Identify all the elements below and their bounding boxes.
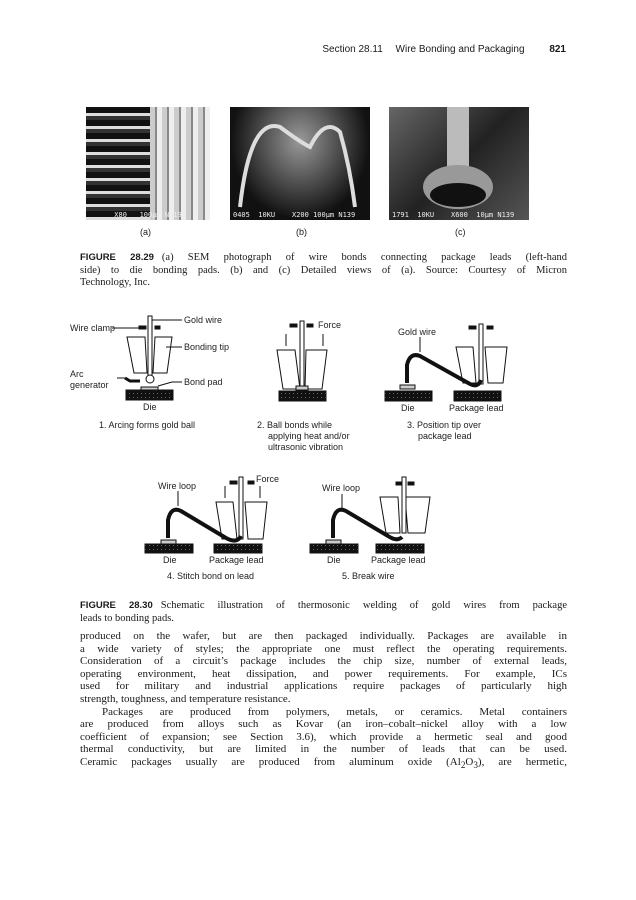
label-package-lead: Package lead <box>209 555 264 565</box>
text-part: ), are hermetic, <box>477 755 567 768</box>
label-arc: Arc <box>70 369 84 379</box>
body-text <box>80 630 567 772</box>
caption-line: Schematic illustration of thermosonic welding of gold wires from package <box>160 600 567 611</box>
label-wire-loop: Wire loop <box>158 481 197 491</box>
label-die: Die <box>163 555 177 565</box>
step-caption-2: applying heat and/or <box>268 431 350 441</box>
subscript: 2 <box>460 760 466 771</box>
text-part: O <box>465 755 474 768</box>
step-caption-2: ultrasonic vibration <box>268 442 344 452</box>
text-line: thermal conductivity, but are limited in the number of leads that can be used. <box>80 743 567 756</box>
label-bond-pad: Bond pad <box>184 377 223 387</box>
panel-2-ball-bond <box>277 321 327 401</box>
label-die: Die <box>143 402 157 412</box>
step-caption-3: 3. Position tip over <box>407 420 482 430</box>
step-caption-5: 5. Break wire <box>342 571 395 581</box>
label-force: Force <box>256 474 280 484</box>
figure-caption-28-30 <box>80 600 567 625</box>
label-package-lead: Package lead <box>371 555 426 565</box>
sem-readout: 1791 10KU X600 10µm N139 <box>392 211 515 219</box>
text-line: operating environment, heat dissipation, and power requirements. For example, ICs <box>80 667 567 680</box>
label-wire-clamp: Wire clamp <box>70 323 116 333</box>
page-number: 821 <box>549 44 566 55</box>
text-line: coefficient of expansion; see Section 3.6), which provide a hermetic seal and good <box>80 730 567 743</box>
caption-line: side) to die bonding pads. (b) and (c) Detailed views of (a). Source: Courtesy of Micron <box>80 264 567 276</box>
step-caption-4: 4. Stitch bond on lead <box>167 571 255 581</box>
caption-line: Technology, Inc. <box>80 277 151 288</box>
text-line <box>80 756 567 772</box>
sem-readout: 0405 10KU X200 100µm N139 <box>233 211 356 219</box>
step-caption-2: 2. Ball bonds while <box>257 420 333 430</box>
text-part: Ceramic packages usually are produced from aluminum oxide (Al <box>80 755 461 768</box>
photo-label-b: (b) <box>296 227 307 237</box>
label-gold-wire: Gold wire <box>398 327 437 337</box>
panel-1-arcing <box>112 316 182 400</box>
label-generator: generator <box>70 380 109 390</box>
photo-label-a: (a) <box>140 227 151 237</box>
subscript: 3 <box>473 760 478 771</box>
sem-readout: X80 100µm N119 <box>89 211 182 219</box>
text-line: produced on the wafer, but are then packaged individually. Packages are available in <box>80 630 567 642</box>
text-line: strength, toughness, and temperature resistance. <box>80 692 291 705</box>
text-line: are produced from alloys such as Kovar (an iron–cobalt–nickel alloy with a low <box>80 718 567 731</box>
label-package-lead: Package lead <box>449 403 504 413</box>
caption-line: leads to bonding pads. <box>80 612 174 624</box>
label-bonding-tip: Bonding tip <box>184 342 230 352</box>
label-gold-wire: Gold wire <box>184 315 223 325</box>
label-force: Force <box>318 320 342 330</box>
figure-number: FIGURE 28.29 <box>80 252 154 263</box>
step-caption-1: 1. Arcing forms gold ball <box>99 420 196 430</box>
section-title: Wire Bonding and Packaging <box>395 44 525 55</box>
caption-line: (a) SEM photograph of wire bonds connecting package leads (left-hand <box>161 252 568 263</box>
step-caption-3: package lead <box>418 431 472 441</box>
label-wire-loop: Wire loop <box>322 483 361 493</box>
text-line: a wide variety of styles; the appropriate one must reflect the operating requirements. <box>80 642 567 655</box>
text-line: Packages are produced from polymers, metals, or ceramics. Metal containers <box>102 705 567 718</box>
label-die: Die <box>401 403 415 413</box>
photo-label-c: (c) <box>455 227 466 237</box>
text-line: used for military and industrial applications require packages of particularly high <box>80 680 567 693</box>
label-die: Die <box>327 555 341 565</box>
text-line: Consideration of a circuit’s package includes the chip size, number of external leads, <box>80 655 567 668</box>
section-number: Section 28.11 <box>322 44 383 55</box>
figure-number: FIGURE 28.30 <box>80 600 153 611</box>
